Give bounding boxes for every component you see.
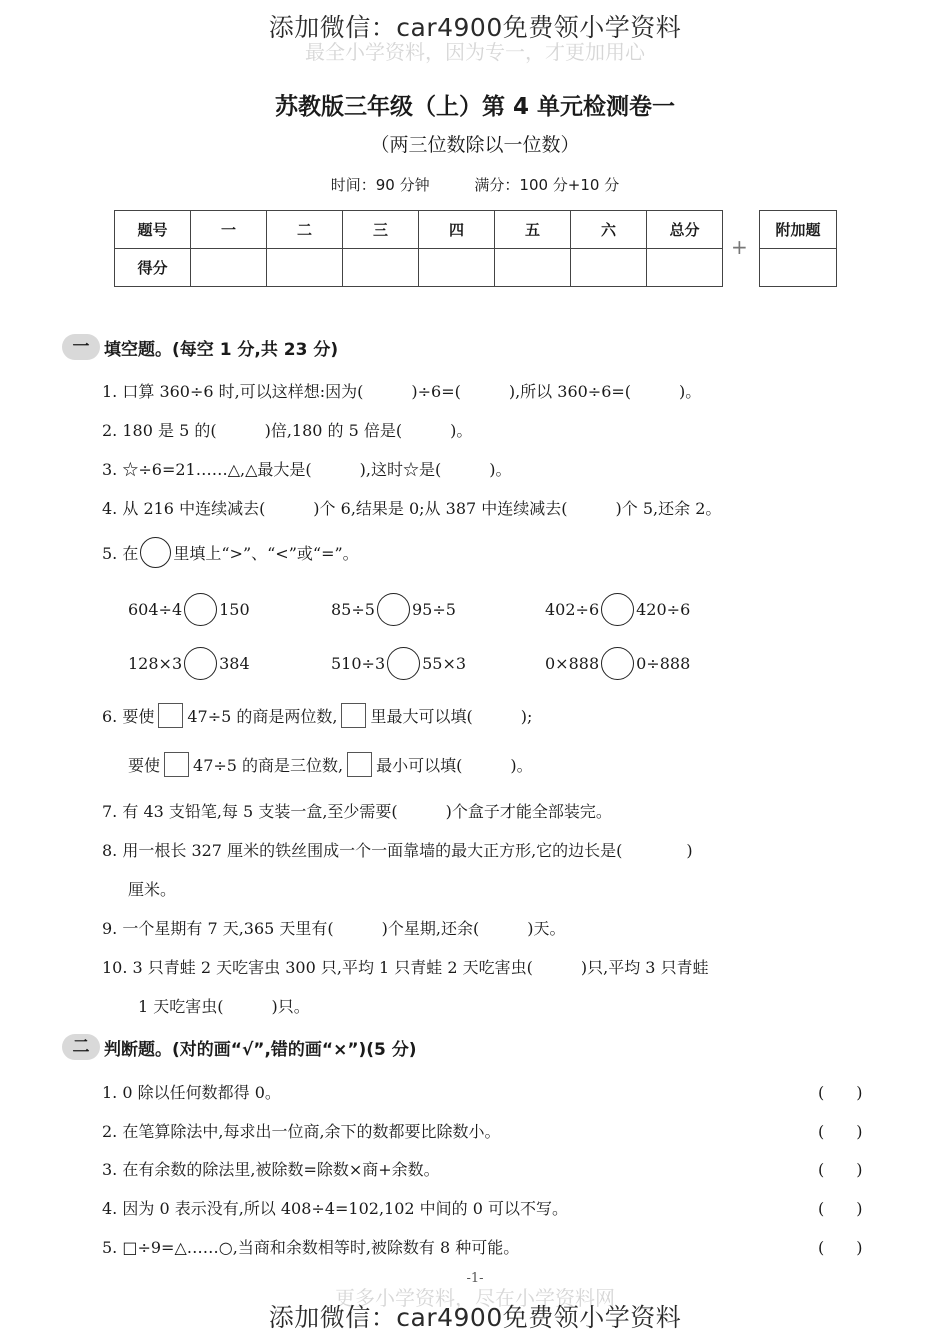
q5-suffix: 里填上“>”、“<”或“=”。 bbox=[173, 544, 359, 563]
answer-circle[interactable] bbox=[601, 647, 634, 680]
answer-paren[interactable]: ( ) bbox=[818, 1199, 863, 1218]
score-col-4: 四 bbox=[419, 211, 495, 249]
compare-left: 402÷6 bbox=[545, 600, 600, 619]
compare-right: 95÷5 bbox=[411, 600, 456, 619]
answer-box[interactable] bbox=[347, 752, 372, 777]
page-number: -1- bbox=[466, 1271, 484, 1286]
judge-item-1: 1. 0 除以任何数都得 0。 bbox=[102, 1083, 281, 1102]
q5-prefix: 5. 在 bbox=[102, 544, 139, 563]
ghost-header-text: 最全小学资料，因为专一，才更加用心 bbox=[305, 40, 645, 64]
score-cell bbox=[419, 249, 495, 287]
exam-time: 时间：90 分钟 bbox=[330, 176, 430, 194]
answer-circle[interactable] bbox=[601, 593, 634, 626]
circle-icon bbox=[140, 537, 171, 568]
exam-full-score: 满分：100 分+10 分 bbox=[474, 176, 620, 194]
score-cell bbox=[495, 249, 571, 287]
q6b-prefix: 要使 bbox=[128, 756, 161, 775]
score-col-6: 六 bbox=[571, 211, 647, 249]
compare-item bbox=[545, 593, 690, 626]
page-subtitle: （两三位数除以一位数） bbox=[370, 134, 580, 156]
score-col-total: 总分 bbox=[647, 211, 723, 249]
answer-paren[interactable]: ( ) bbox=[818, 1238, 863, 1257]
judge-item-2: 2. 在笔算除法中,每求出一位商,余下的数都要比除数小。 bbox=[102, 1122, 501, 1141]
q6b-suffix: 最小可以填( )。 bbox=[376, 756, 533, 775]
score-cell bbox=[571, 249, 647, 287]
answer-box[interactable] bbox=[158, 703, 183, 728]
section-2-number: 二 bbox=[62, 1034, 100, 1060]
q6b-mid: 47÷5 的商是三位数, bbox=[193, 756, 344, 775]
score-label: 得分 bbox=[115, 249, 191, 287]
question-1-9: 9. 一个星期有 7 天,365 天里有( )个星期,还余( )天。 bbox=[102, 919, 566, 938]
answer-paren[interactable]: ( ) bbox=[818, 1122, 863, 1141]
answer-circle[interactable] bbox=[184, 593, 217, 626]
compare-left: 604÷4 bbox=[128, 600, 183, 619]
compare-left: 510÷3 bbox=[331, 654, 386, 673]
score-col-5: 五 bbox=[495, 211, 571, 249]
ghost-footer-text: 更多小学资料，尽在小学资料网 bbox=[335, 1286, 615, 1310]
watermark-top: 添加微信：car4900免费领小学资料 bbox=[268, 13, 682, 42]
exam-meta bbox=[0, 174, 950, 195]
compare-right: 384 bbox=[219, 654, 250, 673]
q6a-mid: 47÷5 的商是两位数, bbox=[187, 707, 338, 726]
compare-right: 0÷888 bbox=[636, 654, 691, 673]
q6a-suffix: 里最大可以填( ); bbox=[370, 707, 533, 726]
question-1-8: 8. 用一根长 327 厘米的铁丝围成一个一面靠墙的最大正方形,它的边长是( ) bbox=[102, 841, 693, 860]
score-table-score-row bbox=[115, 249, 723, 287]
section-1-number: 一 bbox=[62, 334, 100, 360]
judge-item-3: 3. 在有余数的除法里,被除数=除数×商+余数。 bbox=[102, 1160, 440, 1179]
compare-right: 55×3 bbox=[422, 654, 467, 673]
judge-item-4: 4. 因为 0 表示没有,所以 408÷4=102,102 中间的 0 可以不写。 bbox=[102, 1199, 569, 1218]
section-1-header bbox=[62, 334, 338, 360]
question-1-6a bbox=[102, 703, 532, 728]
watermark-bottom: 添加微信：car4900免费领小学资料 bbox=[268, 1303, 682, 1332]
question-1-10-cont: 1 天吃害虫( )只。 bbox=[138, 997, 310, 1016]
judge-item-5: 5. □÷9=△……○,当商和余数相等时,被除数有 8 种可能。 bbox=[102, 1238, 520, 1257]
score-table-header-row bbox=[115, 211, 723, 249]
question-1-4: 4. 从 216 中连续减去( )个 6,结果是 0;从 387 中连续减去( )个 5,还余 2。 bbox=[102, 499, 722, 518]
score-table bbox=[114, 210, 723, 287]
question-1-1: 1. 口算 360÷6 时,可以这样想:因为( )÷6=( ),所以 360÷6=( )。 bbox=[102, 382, 702, 401]
score-cell bbox=[267, 249, 343, 287]
answer-circle[interactable] bbox=[377, 593, 410, 626]
score-col-3: 三 bbox=[343, 211, 419, 249]
compare-item bbox=[128, 593, 250, 626]
section-2-header bbox=[62, 1034, 417, 1060]
score-col-2: 二 bbox=[267, 211, 343, 249]
compare-item bbox=[128, 647, 250, 680]
extra-score-cell bbox=[760, 249, 837, 287]
compare-item bbox=[545, 647, 690, 680]
extra-label: 附加题 bbox=[760, 211, 837, 249]
question-1-2: 2. 180 是 5 的( )倍,180 的 5 倍是( )。 bbox=[102, 421, 473, 440]
question-1-10: 10. 3 只青蛙 2 天吃害虫 300 只,平均 1 只青蛙 2 天吃害虫( )只,平均 3 只青蛙 bbox=[102, 958, 709, 977]
question-1-7: 7. 有 43 支铅笔,每 5 支装一盒,至少需要( )个盒子才能全部装完。 bbox=[102, 802, 612, 821]
extra-score-table bbox=[759, 210, 837, 287]
compare-right: 150 bbox=[219, 600, 250, 619]
plus-sign: + bbox=[731, 235, 748, 259]
answer-paren[interactable]: ( ) bbox=[818, 1083, 863, 1102]
answer-box[interactable] bbox=[341, 703, 366, 728]
answer-circle[interactable] bbox=[387, 647, 420, 680]
question-1-6b bbox=[128, 752, 533, 777]
compare-left: 128×3 bbox=[128, 654, 183, 673]
question-1-3: 3. ☆÷6=21……△,△最大是( ),这时☆是( )。 bbox=[102, 460, 512, 479]
score-cell bbox=[647, 249, 723, 287]
answer-circle[interactable] bbox=[184, 647, 217, 680]
question-1-8-cont: 厘米。 bbox=[128, 880, 177, 899]
compare-left: 0×888 bbox=[545, 654, 600, 673]
score-cell bbox=[191, 249, 267, 287]
question-1-5 bbox=[102, 537, 359, 568]
page-title: 苏教版三年级（上）第 4 单元检测卷一 bbox=[274, 94, 676, 120]
score-cell bbox=[343, 249, 419, 287]
compare-right: 420÷6 bbox=[636, 600, 691, 619]
compare-item bbox=[331, 647, 466, 680]
answer-box[interactable] bbox=[164, 752, 189, 777]
answer-paren[interactable]: ( ) bbox=[818, 1160, 863, 1179]
score-col-1: 一 bbox=[191, 211, 267, 249]
compare-left: 85÷5 bbox=[331, 600, 375, 619]
section-2-title: 判断题。(对的画“√”,错的画“×”)(5 分) bbox=[104, 1039, 417, 1060]
score-table-row-header: 题号 bbox=[115, 211, 191, 249]
compare-item bbox=[331, 593, 456, 626]
section-1-title: 填空题。(每空 1 分,共 23 分) bbox=[104, 339, 339, 360]
q6a-prefix: 6. 要使 bbox=[102, 707, 155, 726]
